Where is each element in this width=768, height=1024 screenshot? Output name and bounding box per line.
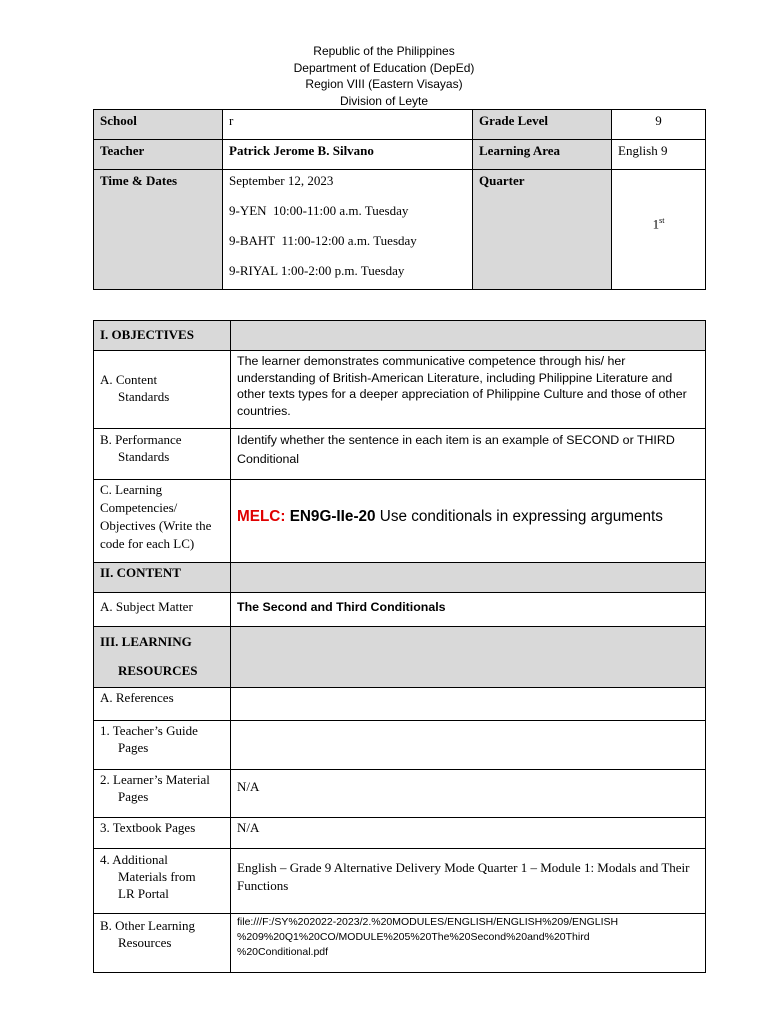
grade-level-value: 9 xyxy=(612,110,706,140)
quarter-value: 1 xyxy=(652,216,660,232)
school-label-cell xyxy=(94,110,223,140)
additional-materials-label-3: LR Portal xyxy=(118,886,169,901)
performance-standards-label-1: B. Performance xyxy=(100,432,182,447)
content-heading-cell xyxy=(94,563,231,593)
subject-matter-value: The Second and Third Conditionals xyxy=(231,593,706,627)
document-header xyxy=(0,43,768,109)
performance-standards-label-2: Standards xyxy=(118,449,170,464)
learning-area-value: English 9 xyxy=(612,140,706,170)
performance-standards-value: Identify whether the sentence in each item is an example of SECOND or THIRD Conditional xyxy=(231,429,706,480)
schedule-date: September 12, 2023 xyxy=(229,173,334,188)
other-resources-label-2: Resources xyxy=(118,935,172,950)
learning-area-label: Learning Area xyxy=(479,143,561,158)
content-heading-blank xyxy=(231,563,706,593)
melc-prefix: MELC: xyxy=(237,507,286,525)
grade-level-label-cell xyxy=(473,110,612,140)
references-label: A. References xyxy=(94,688,231,721)
content-standards-label-2: Standards xyxy=(118,388,170,404)
other-resources-value[interactable] xyxy=(231,914,706,973)
teacher-label-cell xyxy=(94,140,223,170)
school-label: School xyxy=(100,113,137,128)
subject-matter-label: A. Subject Matter xyxy=(94,593,231,627)
header-line-division: Division of Leyte xyxy=(339,93,429,108)
schedule-cell xyxy=(223,170,473,290)
other-resources-link-line-2[interactable]: %209%20Q1%20CO/MODULE%205%20The%20Second%20and%20Third xyxy=(237,931,590,943)
teachers-guide-label-2: Pages xyxy=(118,740,149,755)
quarter-label: Quarter xyxy=(479,173,525,188)
learners-material-label-cell xyxy=(94,770,231,818)
header-line-deped: Department of Education (DepEd) xyxy=(293,60,475,75)
quarter-label-cell xyxy=(473,170,612,290)
teachers-guide-label-1: 1. Teacher’s Guide xyxy=(100,723,198,738)
additional-materials-label-1: 4. Additional xyxy=(100,852,168,867)
quarter-value-cell xyxy=(612,170,706,290)
learners-material-label-1: 2. Learner’s Material xyxy=(100,772,210,787)
objectives-heading-cell xyxy=(94,321,231,351)
textbook-pages-value: N/A xyxy=(231,818,706,849)
other-resources-label-1: B. Other Learning xyxy=(100,918,195,933)
content-standards-value: The learner demonstrates communicative competence through his/ her understanding of British-American Literature, including Philippine Literature and other texts types for a deeper appreciation of Philippine Culture and those of other countries. xyxy=(231,351,706,429)
learners-material-value: N/A xyxy=(231,770,706,818)
header-line-region: Region VIII (Eastern Visayas) xyxy=(305,77,463,91)
info-table xyxy=(93,109,706,290)
lesson-plan-table xyxy=(93,320,706,973)
other-resources-label-cell xyxy=(94,914,231,973)
additional-materials-label-2: Materials from xyxy=(118,869,196,884)
grade-level-label: Grade Level xyxy=(479,113,548,128)
performance-standards-label-cell xyxy=(94,429,231,480)
melc-code: EN9G-IIe-20 xyxy=(289,507,376,525)
learners-material-label-2: Pages xyxy=(118,789,149,804)
other-resources-link-line-3[interactable]: %20Conditional.pdf xyxy=(237,946,329,958)
additional-materials-value: English – Grade 9 Alternative Delivery Mode Quarter 1 – Module 1: Modals and Their Functions xyxy=(231,849,706,914)
time-dates-label-cell xyxy=(94,170,223,290)
learning-resources-heading-1: III. LEARNING xyxy=(100,634,192,649)
learning-area-label-cell xyxy=(473,140,612,170)
learning-resources-heading-blank xyxy=(231,627,706,688)
objectives-heading: I. OBJECTIVES xyxy=(100,327,194,342)
objectives-heading-blank xyxy=(231,321,706,351)
teachers-guide-label-cell xyxy=(94,721,231,770)
teacher-value: Patrick Jerome B. Silvano xyxy=(229,143,374,158)
content-heading: II. CONTENT xyxy=(100,565,181,580)
additional-materials-label-cell xyxy=(94,849,231,914)
learning-resources-heading-2: RESOURCES xyxy=(118,663,198,678)
school-value: r xyxy=(223,110,473,140)
teachers-guide-value xyxy=(231,721,706,770)
teacher-value-cell xyxy=(223,140,473,170)
content-standards-label-1: A. Content xyxy=(100,371,158,387)
teacher-label: Teacher xyxy=(100,143,145,158)
time-dates-label: Time & Dates xyxy=(100,173,178,188)
melc-cell xyxy=(231,480,706,563)
quarter-ordinal: st xyxy=(659,216,665,226)
schedule-yen: 9-YEN 10:00-11:00 a.m. Tuesday xyxy=(229,203,409,218)
schedule-baht: 9-BAHT 11:00-12:00 a.m. Tuesday xyxy=(229,233,417,248)
schedule-riyal: 9-RIYAL 1:00-2:00 p.m. Tuesday xyxy=(229,263,405,278)
textbook-pages-label: 3. Textbook Pages xyxy=(94,818,231,849)
references-value xyxy=(231,688,706,721)
content-standards-label-cell xyxy=(94,351,231,429)
header-line-republic: Republic of the Philippines xyxy=(313,44,455,58)
melc-text: Use conditionals in expressing arguments xyxy=(375,507,663,525)
learning-competencies-label: C. Learning Competencies/ Objectives (Write the code for each LC) xyxy=(94,480,231,563)
other-resources-link-line-1[interactable]: file:///F:/SY%202022-2023/2.%20MODULES/ENGLISH/ENGLISH%209/ENGLISH xyxy=(237,916,619,928)
learning-resources-heading-cell xyxy=(94,627,231,688)
